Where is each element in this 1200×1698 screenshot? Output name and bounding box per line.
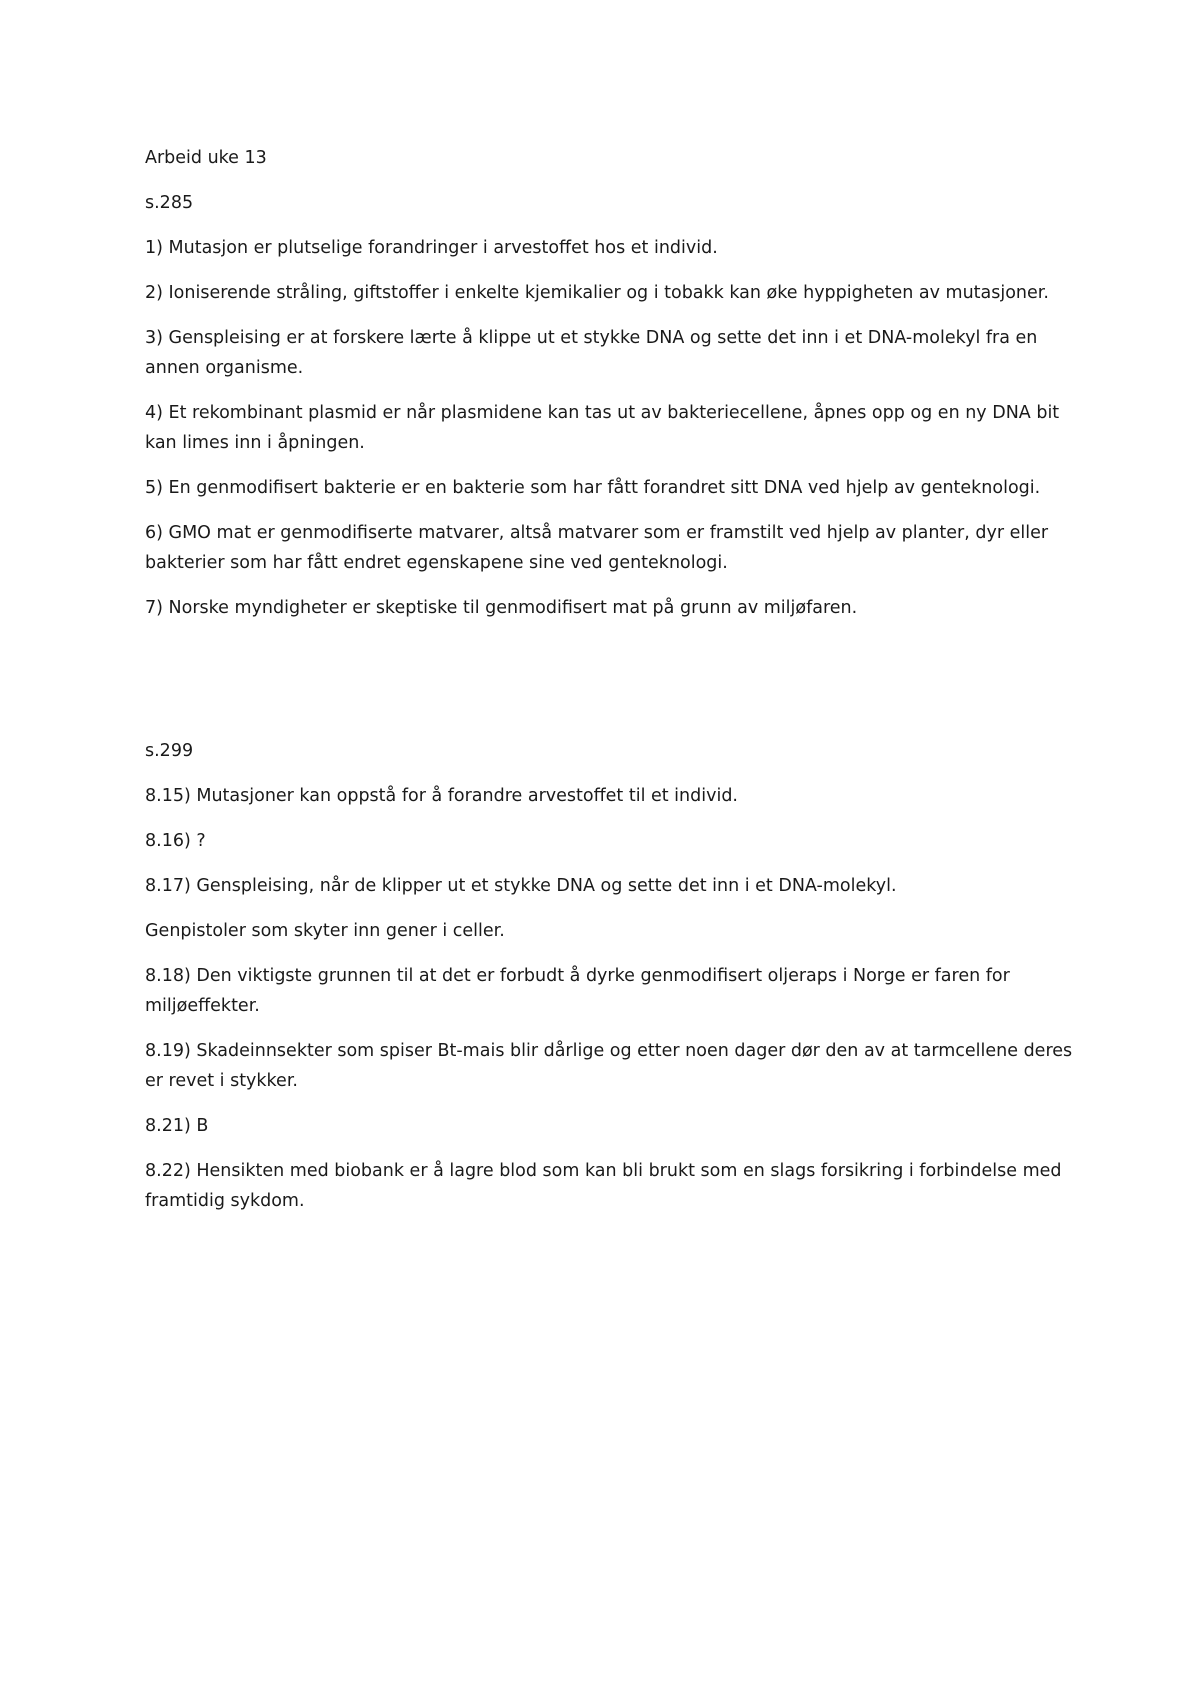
answer-paragraph: 1) Mutasjon er plutselige forandringer i arvestoffet hos et individ. [145,238,718,258]
answer-paragraph: Genpistoler som skyter inn gener i celler. [145,921,505,941]
answer-paragraph: 4) Et rekombinant plasmid er når plasmidene kan tas ut av bakteriecellene, åpnes opp og en ny DNA bit kan limes inn i åpningen. [145,403,1060,453]
answer-paragraph: 8.17) Genspleising, når de klipper ut et stykke DNA og sette det inn i et DNA-molekyl. [145,876,897,896]
answer-paragraph: 8.19) Skadeinnsekter som spiser Bt-mais blir dårlige og etter noen dager dør den av at tarmcellene deres er revet i stykker. [145,1041,1073,1091]
document-title: Arbeid uke 13 [145,148,267,168]
answer-paragraph: 3) Genspleising er at forskere lærte å klippe ut et stykke DNA og sette det inn i et DNA-molekyl fra en annen organisme. [145,328,1038,378]
answer-paragraph: 8.15) Mutasjoner kan oppstå for å forandre arvestoffet til et individ. [145,786,738,806]
answer-paragraph: 8.18) Den viktigste grunnen til at det er forbudt å dyrke genmodifisert oljeraps i Norge er faren for miljøeffekter. [145,966,1010,1016]
answer-paragraph: 8.16) ? [145,831,206,851]
document-page [145,143,1080,1231]
section-label: s.299 [145,741,194,761]
answer-paragraph: 8.21) B [145,1116,209,1136]
answer-paragraph: 5) En genmodifisert bakterie er en bakterie som har fått forandret sitt DNA ved hjelp av genteknologi. [145,478,1041,498]
section-s299 [145,736,1080,1216]
answer-paragraph: 6) GMO mat er genmodifiserte matvarer, altså matvarer som er framstilt ved hjelp av planter, dyr eller bakterier som har fått endret egenskapene sine ved genteknologi. [145,523,1049,573]
answer-paragraph: 8.22) Hensikten med biobank er å lagre blod som kan bli brukt som en slags forsikring i forbindelse med framtidig sykdom. [145,1161,1062,1211]
section-s285 [145,188,1080,623]
answer-paragraph: 7) Norske myndigheter er skeptiske til genmodifisert mat på grunn av miljøfaren. [145,598,858,618]
section-label: s.285 [145,193,194,213]
answer-paragraph: 2) Ioniserende stråling, giftstoffer i enkelte kjemikalier og i tobakk kan øke hyppigheten av mutasjoner. [145,283,1049,303]
section-spacer [145,638,1080,736]
